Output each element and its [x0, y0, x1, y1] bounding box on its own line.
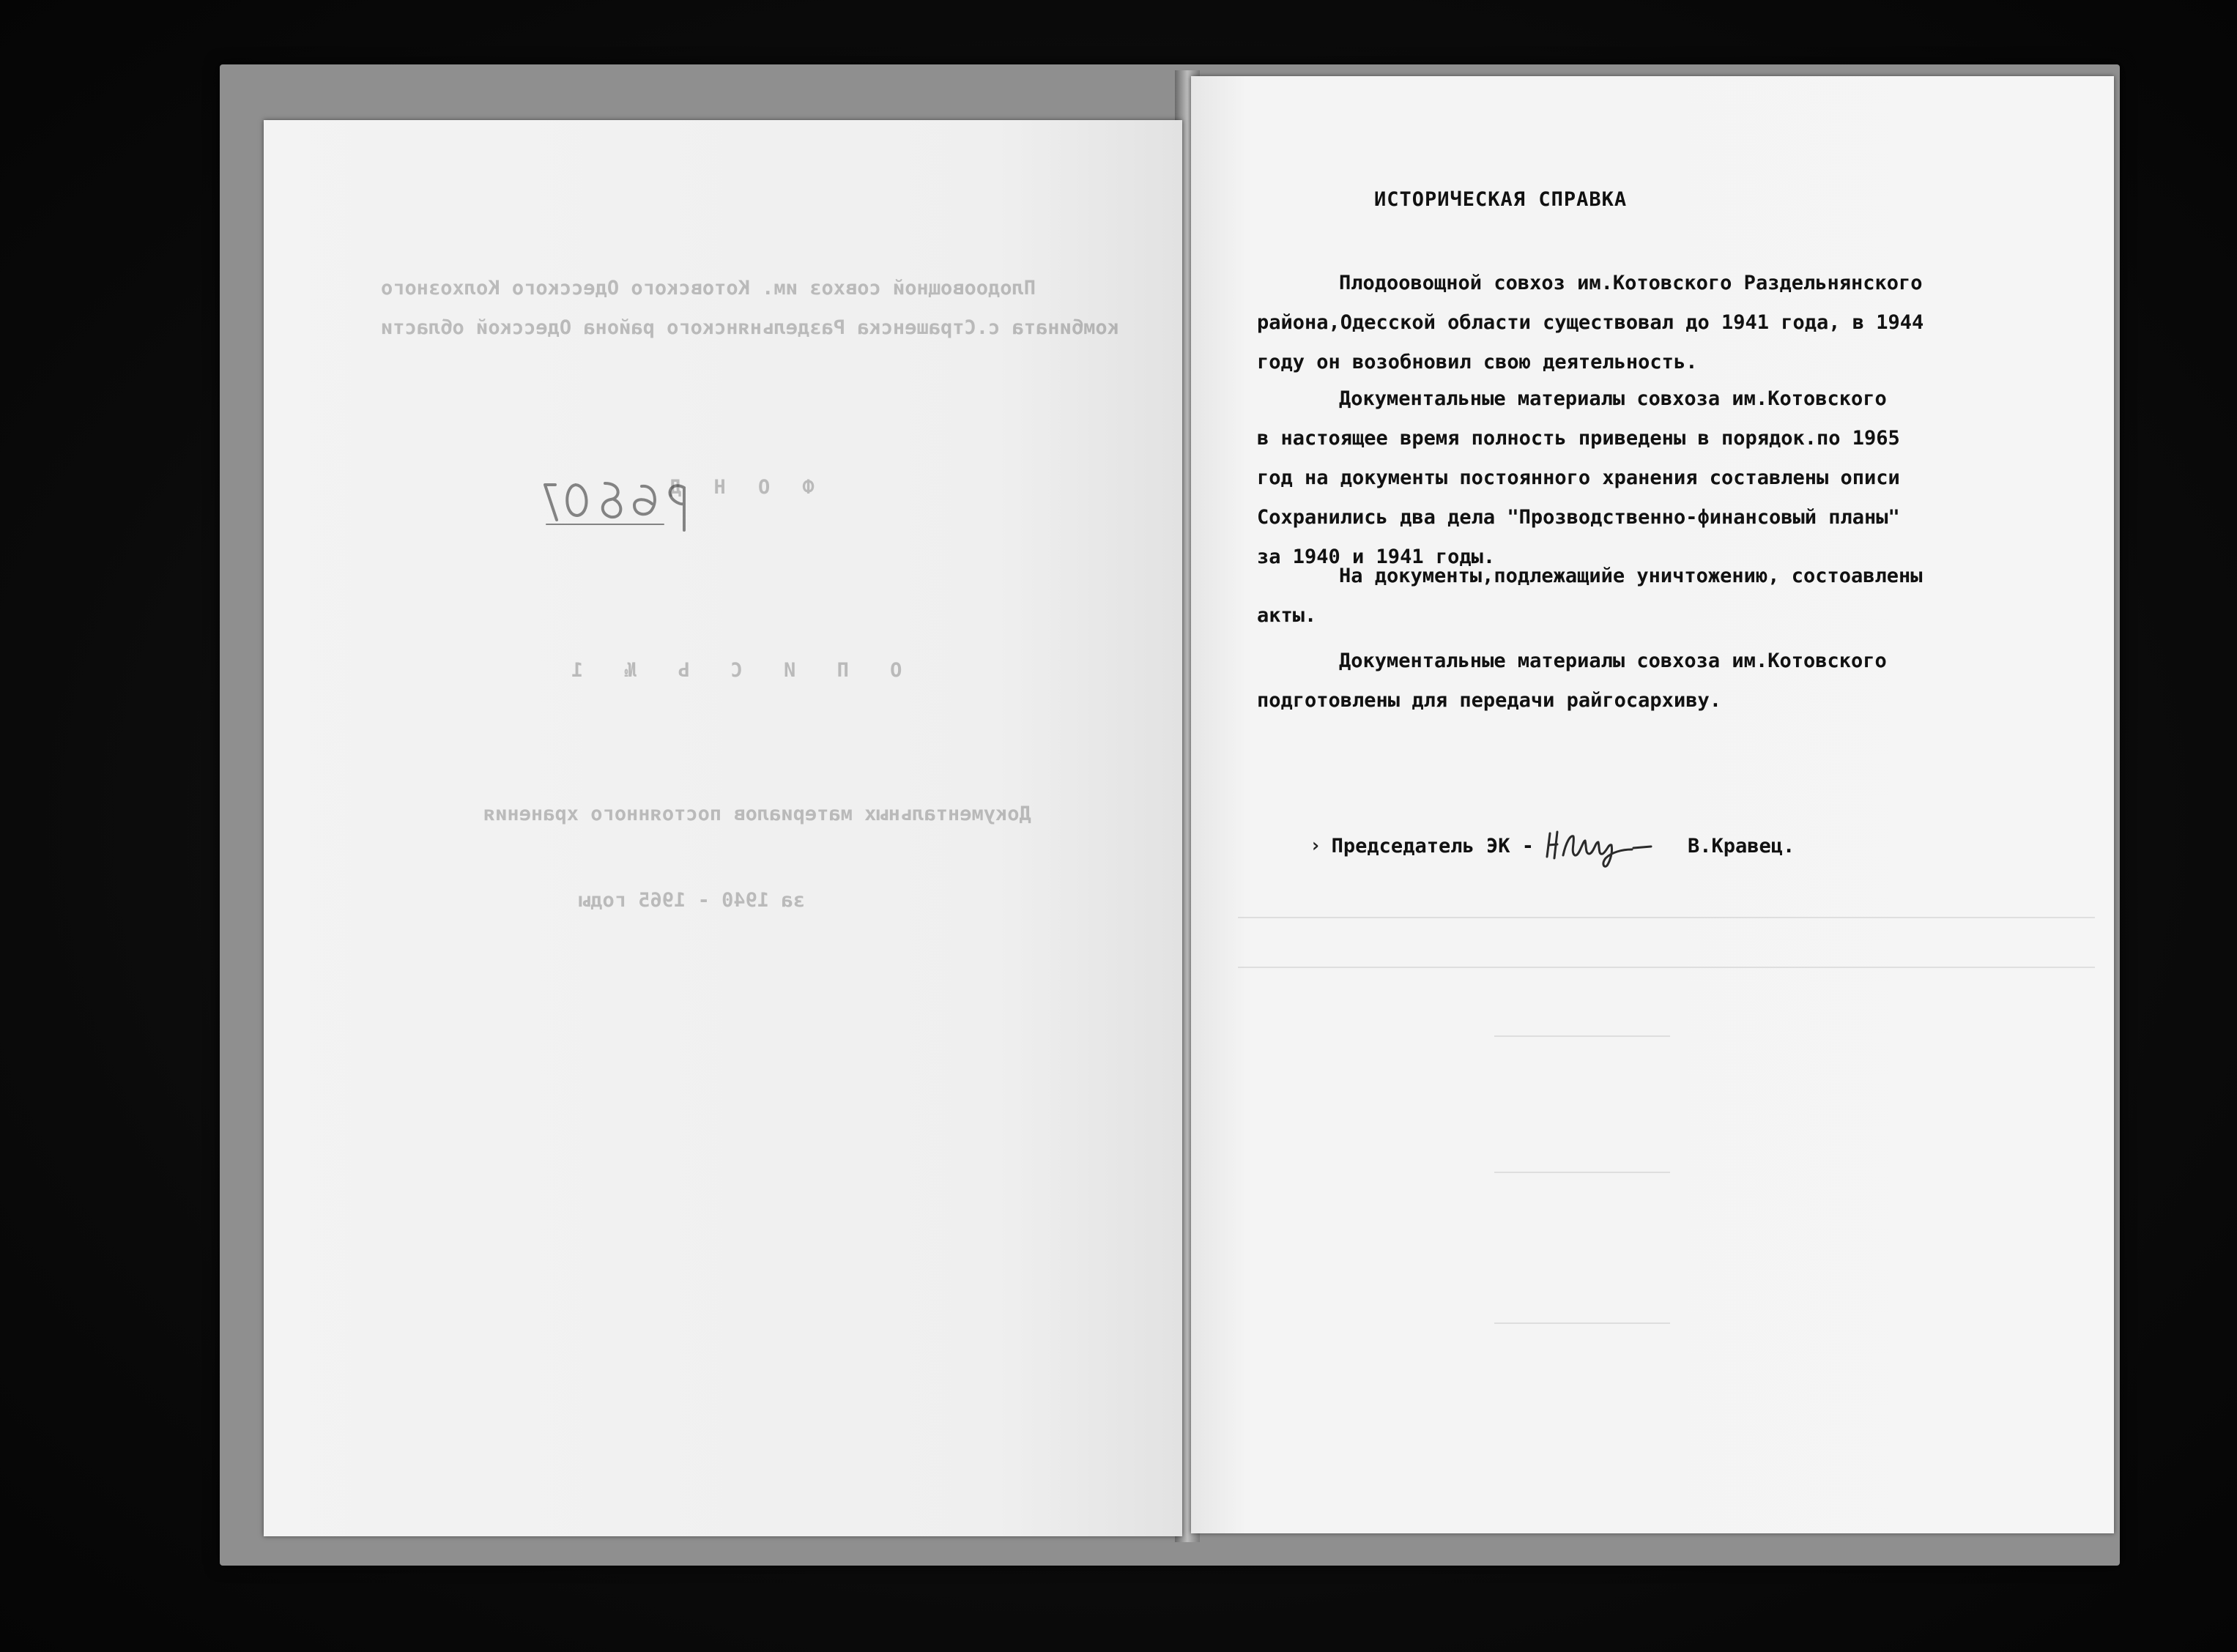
paragraph-materials-line-5: за 1940 и 1941 годы.: [1257, 546, 1496, 568]
paragraph-materials-line-3: год на документы постоянного хранения составлены описи: [1257, 466, 1900, 489]
left-ghost-line-2: комбината с.Страшенска Раздельнянского района Одесской области: [381, 316, 1119, 339]
paragraph-materials: [1257, 379, 1900, 577]
document-title: ИСТОРИЧЕСКАЯ СПРАВКА: [1374, 188, 1628, 211]
chairman-signature-row: [1310, 820, 1795, 871]
left-ghost-fond: Ф О Н Д: [659, 476, 815, 499]
tick-mark: ›: [1310, 835, 1321, 857]
left-ghost-line-5: Документальных материалов постоянного хранения: [483, 803, 1031, 825]
paragraph-materials-line-1: Документальные материалы совхоза им.Котовского: [1339, 387, 1887, 410]
left-ghost-line-1: Плодоовощной совхоз им. Котовского Одесского Колхозного: [381, 277, 1036, 299]
paragraph-transfer-line-2: подготовлены для передачи райгосархиву.: [1257, 689, 1721, 712]
right-bleed-rule-3: [1494, 1035, 1670, 1037]
right-bleed-rule-1: [1238, 917, 2095, 918]
chairman-name: В.Кравец.: [1688, 834, 1795, 857]
paragraph-history-line-1: Плодоовощной совхоз им.Котовского Раздельнянского: [1339, 272, 1923, 294]
right-bleed-rule-5: [1494, 1322, 1670, 1324]
handwritten-fund-number: [539, 466, 693, 539]
paragraph-history-line-3: году он возобновил свою деятельность.: [1257, 351, 1698, 373]
paragraph-destruction-line-2: акты.: [1257, 604, 1317, 627]
paragraph-materials-line-2: в настоящее время полность приведены в порядок.по 1965: [1257, 427, 1900, 450]
paragraph-history: [1257, 264, 1923, 382]
paragraph-transfer-line-1: Документальные материалы совхоза им.Котовского: [1339, 650, 1887, 672]
paragraph-destruction: [1257, 557, 1923, 636]
right-bleed-rule-2: [1238, 967, 2095, 968]
left-ghost-opis: О П И С Ь № 1: [557, 659, 902, 682]
paragraph-transfer: [1257, 641, 1887, 721]
left-ghost-years: за 1940 - 1965 годы: [579, 889, 805, 912]
right-bleed-rule-4: [1494, 1172, 1670, 1173]
chairman-label: Председатель ЭК -: [1331, 834, 1534, 857]
handwritten-signature: [1541, 820, 1680, 871]
paragraph-history-line-2: района,Одесской области существовал до 1941 года, в 1944: [1257, 311, 1924, 334]
paragraph-destruction-line-1: На документы,подлежащийе уничтожению, состоавлены: [1339, 565, 1923, 587]
paragraph-materials-line-4: Сохранились два дела "Прозводственно-финансовый планы": [1257, 506, 1900, 529]
